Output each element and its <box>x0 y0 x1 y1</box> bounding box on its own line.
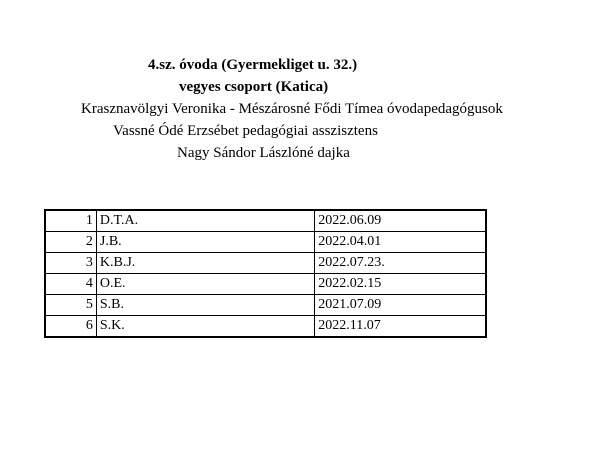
date-cell: 2021.07.09 <box>315 295 486 316</box>
child-initials: O.E. <box>96 274 314 295</box>
row-number: 5 <box>45 295 96 316</box>
row-number: 4 <box>45 274 96 295</box>
row-number: 2 <box>45 232 96 253</box>
table-row <box>45 253 486 274</box>
date-cell: 2022.04.01 <box>315 232 486 253</box>
table-row <box>45 232 486 253</box>
date-cell: 2022.06.09 <box>315 210 486 232</box>
table-row <box>45 274 486 295</box>
staff-nanny: Nagy Sándor Lászlóné dajka <box>177 145 350 161</box>
child-initials: J.B. <box>96 232 314 253</box>
group-subtitle: vegyes csoport (Katica) <box>179 79 329 95</box>
children-table <box>44 209 487 338</box>
row-number: 6 <box>45 316 96 338</box>
date-cell: 2022.11.07 <box>315 316 486 338</box>
child-initials: K.B.J. <box>96 253 314 274</box>
date-cell: 2022.07.23. <box>315 253 486 274</box>
child-initials: D.T.A. <box>96 210 314 232</box>
staff-assistant: Vassné Ódé Erzsébet pedagógiai asszisztens <box>113 123 378 139</box>
table-row <box>45 316 486 338</box>
table-row <box>45 210 486 232</box>
staff-teachers: Krasznavölgyi Veronika - Mészárosné Fődi Tímea óvodapedagógusok <box>81 101 503 117</box>
child-initials: S.B. <box>96 295 314 316</box>
row-number: 1 <box>45 210 96 232</box>
date-cell: 2022.02.15 <box>315 274 486 295</box>
table-row <box>45 295 486 316</box>
row-number: 3 <box>45 253 96 274</box>
document-title: 4.sz. óvoda (Gyermekliget u. 32.) <box>148 57 358 73</box>
child-initials: S.K. <box>96 316 314 338</box>
